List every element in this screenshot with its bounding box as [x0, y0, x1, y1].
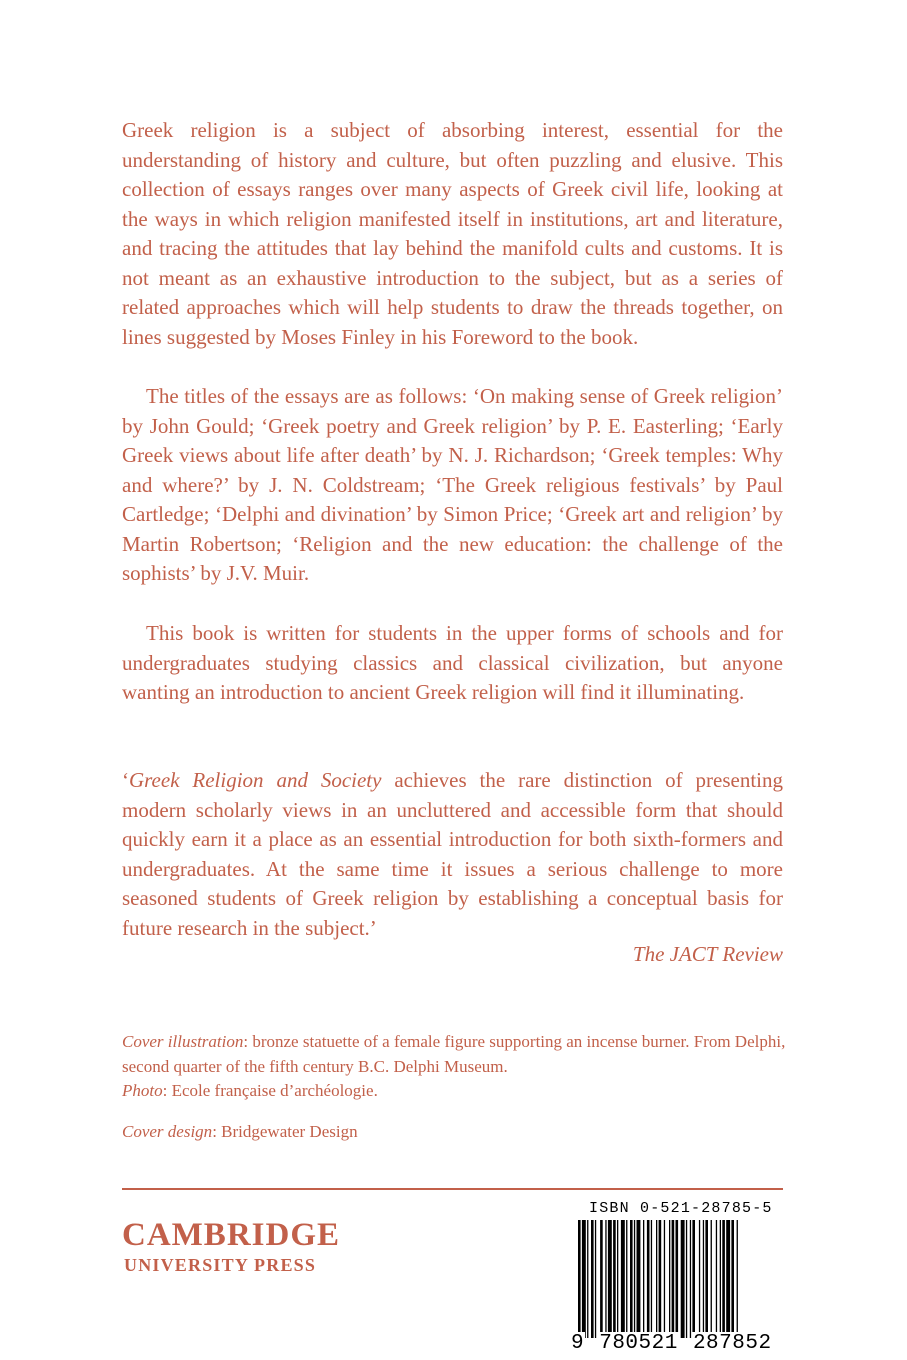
barcode-bar: [703, 1220, 704, 1338]
barcode-bar: [731, 1220, 734, 1338]
barcode-bar: [605, 1220, 606, 1338]
publisher-logo-name: CAMBRIDGE: [122, 1217, 341, 1253]
isbn-label: ISBN 0-521-28785-5: [589, 1200, 773, 1217]
review-quote: [122, 766, 783, 943]
blurb-paragraph-2: The titles of the essays are as follows: ‘On making sense of Greek religion’ by John Gould; ‘Greek poetry and Greek religion’ by P. E. Easterling; ‘Early Greek views about life after death’ by N. J. Richardson; ‘Greek temples: Why and where?’ by J. N. Coldstream; ‘The Greek religious festivals’ by Paul Cartledge; ‘Delphi and divination’ by Simon Price; ‘Greek art and religion’ by Martin Robertson; ‘Religion and the new education: the challenge of the sophists’ by J.V. Muir.: [122, 384, 783, 585]
barcode-lead-digit: 9: [571, 1332, 585, 1355]
barcode-bar: [726, 1220, 730, 1338]
barcode-bar: [720, 1220, 721, 1338]
barcode-digits-right: 287852: [692, 1332, 772, 1355]
divider-rule: [122, 1188, 783, 1190]
barcode-bar: [582, 1220, 586, 1338]
barcode-bar: [643, 1220, 644, 1338]
barcode-bar: [711, 1220, 712, 1338]
barcode-bar: [608, 1220, 612, 1338]
barcode-bar: [669, 1220, 670, 1338]
review-source: The JACT Review: [632, 942, 783, 966]
barcode-bar: [716, 1220, 717, 1338]
barcode-bar: [664, 1220, 665, 1338]
barcode-bar: [659, 1220, 662, 1338]
barcode-bar: [672, 1220, 675, 1338]
barcode-bar: [621, 1220, 625, 1338]
barcode-bar: [637, 1220, 641, 1338]
barcode-bar: [587, 1220, 588, 1338]
credit-label: Cover illustration: [122, 1032, 244, 1051]
credit-label: Photo: [122, 1081, 163, 1100]
barcode-bar: [692, 1220, 695, 1338]
barcode-bar: [617, 1220, 618, 1338]
barcode-digits-left: 780521: [599, 1332, 678, 1355]
barcode-bar: [686, 1220, 687, 1338]
publisher-logo-subname: UNIVERSITY PRESS: [124, 1255, 317, 1275]
barcode-bar: [737, 1220, 738, 1338]
barcode-bar: [600, 1220, 603, 1338]
barcode-bar: [613, 1220, 616, 1338]
review-text: achieves the rare distinction of presenting modern scholarly views in an uncluttered and accessible form that should quickly earn it a place as an essential introduction for both sixth-formers and undergraduates. At the same time it issues a serious challenge to more seasoned students of Greek religion by establishing a conceptual basis for future research in the subject.’: [122, 768, 783, 940]
credit-text: : bronze statuette of a female figure supporting an incense burner. From Delphi, second quarter of the fifth century B.C. Delphi Museum.: [122, 1032, 786, 1076]
barcode-bar: [626, 1220, 627, 1338]
blurb-paragraph-3: This book is written for students in the upper forms of schools and for undergraduates studying classics and classical civilization, but anyone wanting an introduction to ancient Greek religion will find it illuminating.: [122, 621, 783, 704]
barcode-bar: [656, 1220, 657, 1338]
barcode-bar: [578, 1220, 581, 1338]
blurb-paragraph-1: Greek religion is a subject of absorbing interest, essential for the understanding of history and culture, but often puzzling and elusive. This collection of essays ranges over many aspects of Greek civil life, looking at the ways in which religion manifested itself in institutions, art and literature, and tracing the attitudes that lay behind the manifold cults and customs. It is not meant as an exhaustive introduction to the subject, but as a series of related approaches which will help students to draw the threads together, on lines suggested by Moses Finley in his Foreword to the book.: [122, 118, 783, 349]
barcode-bar: [699, 1220, 700, 1338]
credit-text: : Bridgewater Design: [212, 1122, 358, 1141]
barcode-number: [570, 1332, 773, 1356]
barcode-bar: [651, 1220, 652, 1338]
barcode-bar: [647, 1220, 650, 1338]
barcode-bar: [681, 1220, 685, 1338]
barcode-bar: [690, 1220, 691, 1338]
barcode-bar: [722, 1220, 725, 1338]
barcode-bar: [676, 1220, 679, 1338]
credit-text: : Ecole française d’archéologie.: [162, 1081, 378, 1100]
review-book-title: Greek Religion and Society: [129, 768, 382, 792]
barcode-bar: [705, 1220, 708, 1338]
credit-label: Cover design: [122, 1122, 213, 1141]
barcode-bar: [591, 1220, 594, 1338]
open-quote: ‘: [122, 768, 129, 792]
barcode-bar: [630, 1220, 633, 1338]
cover-illustration-credit: [122, 1030, 802, 1104]
barcode-bar: [595, 1220, 596, 1338]
barcode-bar: [634, 1220, 635, 1338]
barcode-image: [570, 1220, 783, 1338]
cover-design-credit: [122, 1120, 802, 1145]
